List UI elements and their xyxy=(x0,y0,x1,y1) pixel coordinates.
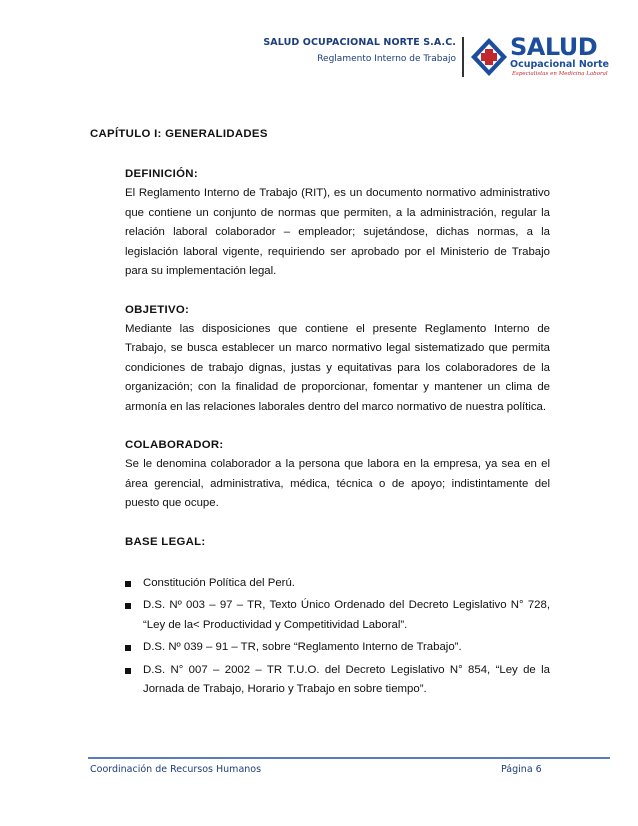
chapter-title: CAPÍTULO I: GENERALIDADES xyxy=(90,128,268,140)
section-text: Se le denomina colaborador a la persona que labora en la empresa, ya sea en el área gerencial, administrativa, médica, técnica o de apoyo; indistintamente del puesto que ocupe. xyxy=(125,458,550,509)
bullet-icon xyxy=(125,668,131,674)
section-definicion xyxy=(125,165,550,282)
document-subtitle: Reglamento Interno de Trabajo xyxy=(317,54,456,64)
page-number: Página 6 xyxy=(501,764,542,775)
page-header xyxy=(0,33,638,83)
logo-mark-icon xyxy=(470,37,508,77)
header-text xyxy=(263,37,456,64)
page-content xyxy=(90,128,550,703)
section-title: DEFINICIÓN: xyxy=(125,168,198,180)
list-item-text: D.S. Nº 003 – 97 – TR, Texto Único Ordenado del Decreto Legislativo N° 728, “Ley de la< Productividad y Competitividad Laboral”. xyxy=(143,599,550,631)
list-item xyxy=(125,574,550,594)
section-text: El Reglamento Interno de Trabajo (RIT), es un documento normativo administrativo que contiene un conjunto de normas que permiten, a la administración, regular la relación laboral colaborador – empleador; sujetándose, dichas normas, a la legislación laboral vigente, requiriendo ser aprobado por el Ministerio de Trabajo para su implementación legal. xyxy=(125,187,550,277)
company-logo xyxy=(470,33,609,81)
footer-divider xyxy=(88,757,610,759)
section-colaborador xyxy=(125,436,550,514)
bullet-icon xyxy=(125,581,131,587)
logo-tagline: Especialistas en Medicina Laboral xyxy=(512,71,608,77)
logo-wordmark: SALUD xyxy=(510,33,598,61)
header-divider xyxy=(462,37,464,77)
section-text: Mediante las disposiciones que contiene el presente Reglamento Interno de Trabajo, se busca establecer un marco normativo legal sistematizado que permita condiciones de trabajo dignas, justas y equitativas para los colaboradores de la organización; con la finalidad de proporcionar, fomentar y mantener un clima de armonía en las relaciones laborales dentro del marco normativo de nuestra política. xyxy=(125,322,550,413)
company-name: SALUD OCUPACIONAL NORTE S.A.C. xyxy=(263,37,456,48)
section-title: OBJETIVO: xyxy=(125,303,190,316)
section-base-legal xyxy=(125,533,550,700)
list-item xyxy=(125,638,550,658)
list-item-text: Constitución Política del Perú. xyxy=(143,576,295,589)
logo-subtitle: Ocupacional Norte xyxy=(510,59,609,70)
list-item-text: D.S. N° 007 – 2002 – TR T.U.O. del Decreto Legislativo N° 854, “Ley de la Jornada de Trabajo, Horario y Trabajo en sobre tiempo”. xyxy=(143,663,550,695)
legal-list xyxy=(125,574,550,700)
list-item xyxy=(125,596,550,635)
bullet-icon xyxy=(125,645,131,651)
section-title: COLABORADOR: xyxy=(125,439,224,451)
list-item xyxy=(125,661,550,700)
section-objetivo xyxy=(125,301,550,418)
list-item-text: D.S. Nº 039 – 91 – TR, sobre “Reglamento Interno de Trabajo”. xyxy=(143,641,462,653)
bullet-icon xyxy=(125,603,131,609)
footer-department: Coordinación de Recursos Humanos xyxy=(90,764,262,775)
section-title: BASE LEGAL: xyxy=(125,535,206,548)
